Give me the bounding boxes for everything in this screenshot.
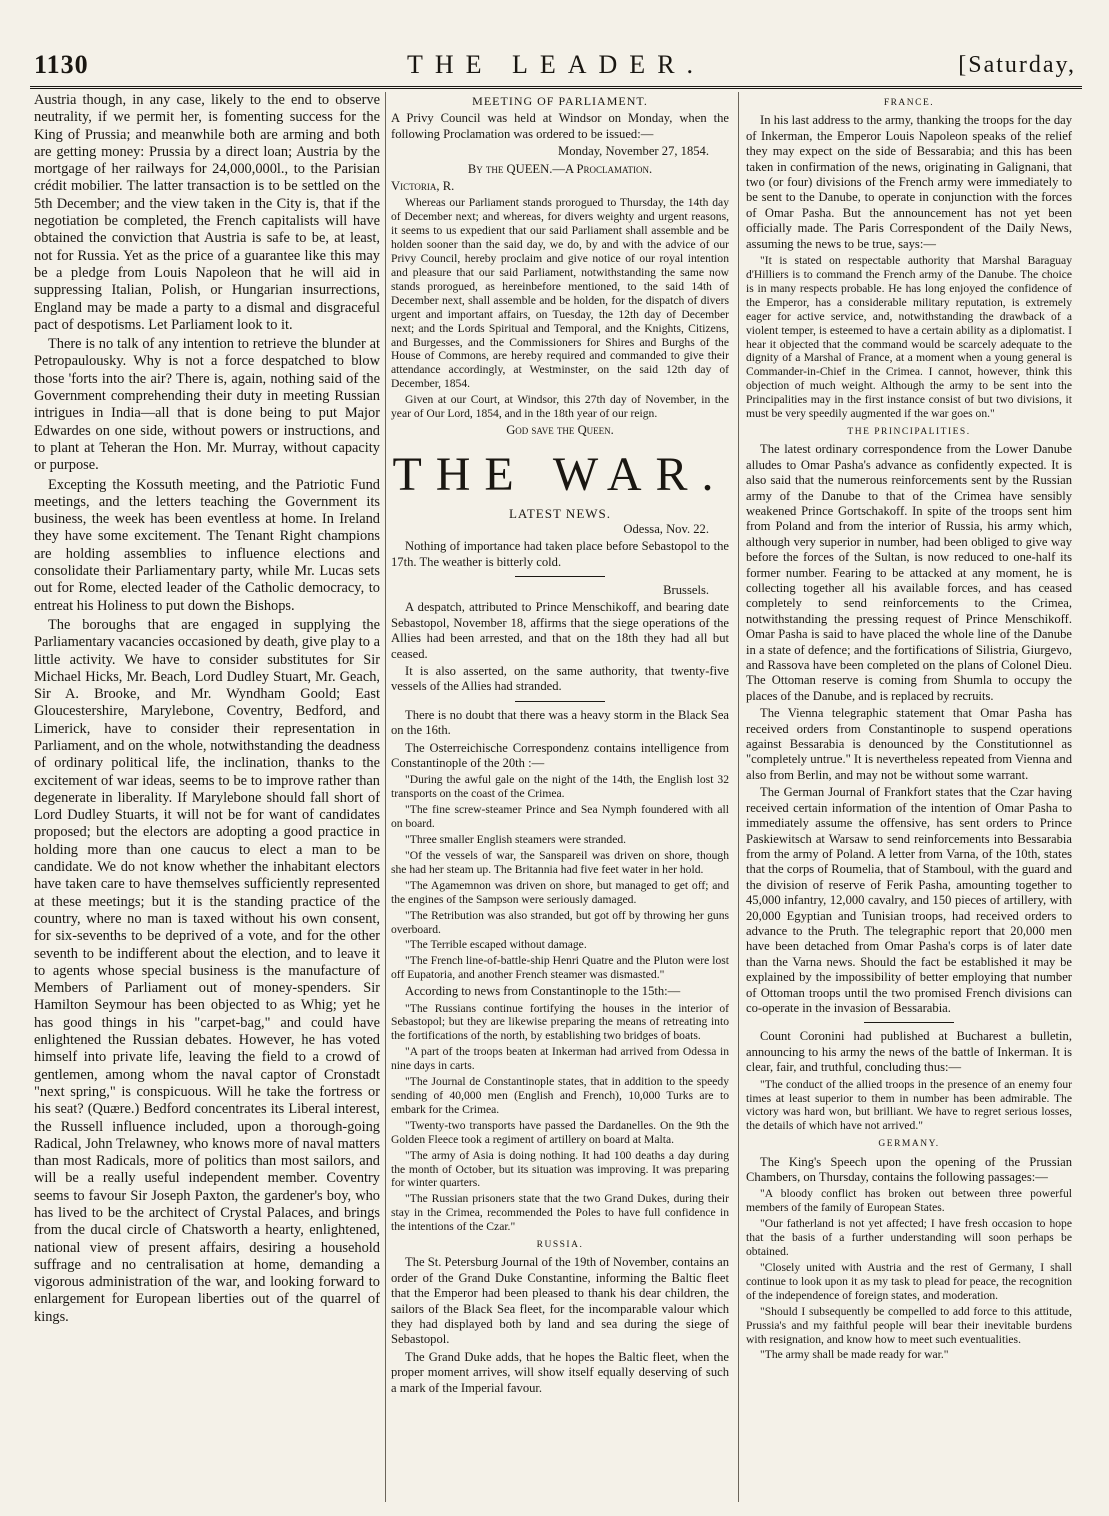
divider xyxy=(864,1022,954,1023)
quote-paragraph: "A bloody conflict has broken out between three powerful members of the family of European States. xyxy=(746,1187,1072,1215)
closing-line: God save the Queen. xyxy=(506,422,614,437)
quote-paragraph: "The Journal de Constantinople states, that in addition to the speedy sending of 40,000 men (English and French), 10,000 Turks are to embark for the Crimea. xyxy=(391,1075,729,1116)
column-right xyxy=(746,92,1072,1502)
section-heading-germany: GERMANY. xyxy=(878,1139,940,1150)
article-paragraph: Austria though, in any case, likely to the end to observe neutrality, if we permit her, is fomenting success for the King of Prussia; and meanwhile both are arming and both are getting money: Prussia by a direct loan; Austria by the mortgage of her railways for 24,000,000l., to the Parisian crédit mobilier. The latter transaction is to be settled on the 5th December; and the view taken in the City is, that if the negotiation be completed, the French capitalists will have obtained the conviction that Austria is safe to be, at least, not for Russia. Yet as the price of a guarantee like this may be a pledge from Louis Napoleon that he will aid in suppressing Italian, Polish, or Hungarian insurrections, England may be made a party to a dismal and disgraceful pact of despotisms. Let Parliament look to it. xyxy=(34,92,380,333)
article-paragraph: Nothing of importance had taken place before Sebastopol to the 17th. The weather is bitterly cold. xyxy=(391,539,729,569)
section-heading-principalities: THE PRINCIPALITIES. xyxy=(847,426,971,437)
quote-paragraph: "The fine screw-steamer Prince and Sea Nymph foundered with all on board. xyxy=(391,803,729,831)
proclamation-heading: By the QUEEN.—A Proclamation. xyxy=(467,161,653,176)
quote-paragraph: "Of the vessels of war, the Sanspareil was driven on shore, though she had her steam up. The Britannia had five feet water in her hold. xyxy=(391,848,729,876)
article-paragraph: The Grand Duke adds, that he hopes the Baltic fleet, when the proper moment arrives, will show itself equally deserving of such a mark of the Imperial favour. xyxy=(391,1349,729,1395)
article-paragraph: The German Journal of Frankfort states that the Czar having received certain information of the intention of Omar Pasha to immediately assume the offensive, has sent orders to Prince Paskiewitsch at Warsaw to send reinforcements into Bessarabia from the army of Poland. A letter from Varna, of the 10th, states that the corps of Roumelia, that of Stamboul, with the guard and the division of reserve of Ferik Pasha, amounting together to 45,000 infantry, 12,000 cavalry, and 150 pieces of artillery, with 20,000 Egyptian and Tunisian troops, had received orders to advance to the Pruth. The telegraphic report that 20,000 men have been detached from Omar Pasha's corps is of later date than the Varna news. Should the fact be established it may be explained by the impossibility of better employing that number of Ottoman troops until the two promised French divisions can co-operate in the invasion of Bessarabia. xyxy=(746,785,1072,1015)
article-paragraph: Count Coronini had published at Bucharest a bulletin, announcing to his army the news of the battle of Inkerman. It is clear, fair, and truthful, concluding thus:— xyxy=(746,1029,1072,1075)
quote-paragraph: "The Terrible escaped without damage. xyxy=(405,938,587,952)
column-rule-right xyxy=(738,92,739,1502)
section-heading-russia: RUSSIA. xyxy=(536,1240,584,1251)
latest-news-heading: LATEST NEWS. xyxy=(508,506,612,522)
quote-paragraph: "Should I subsequently be compelled to add force to this attitude, Prussia's and my faithful people will bear their inevitable burdens with resignation, and know how to meet such eventualities. xyxy=(746,1304,1072,1346)
quote-paragraph: "Twenty-two transports have passed the Dardanelles. On the 9th the Golden Fleece took a regiment of artillery on board at Malta. xyxy=(391,1118,729,1146)
quote-paragraph: "The Agamemnon was driven on shore, but managed to get off; and the engines of the Sampson were seriously damaged. xyxy=(391,878,729,906)
column-left xyxy=(34,92,380,1502)
section-heading-meeting: MEETING OF PARLIAMENT. xyxy=(472,94,648,108)
article-paragraph: There is no talk of any intention to retrieve the blunder at Petropaulousky. Why is not a force despatched to blow those 'forts into the air? There is, again, nothing said of the Government comprehending their duty in meeting Russian intrigues in India—all that is done being to put Major Edwardes on one side, without powers or instructions, and to plant at Teheran the Hon. Mr. Murray, without capacity or purpose. xyxy=(34,336,380,474)
quote-paragraph: "The Retribution was also stranded, but got off by throwing her guns overboard. xyxy=(391,908,729,936)
masthead xyxy=(30,44,1082,89)
signature-line: Victoria, R. xyxy=(391,179,455,194)
dateline: Monday, November 27, 1854. xyxy=(558,144,709,159)
quote-paragraph: "Closely united with Austria and the rest of Germany, I shall continue to look upon it as my task to plead for peace, the recognition of the independence of foreign states, and moderation. xyxy=(746,1260,1072,1302)
quote-paragraph: "The Russians continue fortifying the houses in the interior of Sebastopol; but they are likewise preparing the means of retreating into the fortifications of the north, by establishing two bridges of boats. xyxy=(391,1001,729,1043)
war-title: THE WAR. xyxy=(392,448,728,502)
proclamation-given: Given at our Court, at Windsor, this 27th day of November, in the year of Our Lord, 1854, and in the 18th year of our reign. xyxy=(391,393,729,421)
article-paragraph: In his last address to the army, thanking the troops for the day of Inkerman, the Emperor Louis Napoleon speaks of the relief they may expect on the side of Bessarabia; and this has been taken in confirmation of the news, originating in Galignani, that two (or four) divisions of the French army were immediately to be sent to the Danube, to operate in conjunction with the forces of Omar Pasha. But the announcement has not yet been officially made. The Paris Correspondent of the Daily News, assuming the news to be true, says:— xyxy=(746,113,1072,251)
article-paragraph: The Vienna telegraphic statement that Omar Pasha has received orders from Constantinople to suspend operations against Bessarabia is denounced by the Constitutionnel as "completely untrue." It is nevertheless repeated from Vienna and also from Berlin, and may not be without some warrant. xyxy=(746,706,1072,782)
article-paragraph: The latest ordinary correspondence from the Lower Danube alludes to Omar Pasha's advance as confidently expected. It is also said that the numerous reinforcements sent by the Russian army of the Danube to that of the Crimea have sensibly weakened Prince Gortschakoff. In spite of the troops sent him from Poland and from the interior of Russia, his army which, although very superior in number, had been obliged to give way before the forces of the Sultan, is now reduced to one-half its former number. Fearing to be attacked at any moment, he is collecting together all his available forces, and has ceased completely to send reinforcements to the Crimea, notwithstanding the pressing request of Prince Menschikoff. Omar Pasha is said to have placed the whole line of the Danube in a state of defence; and the fortifications of Silistria, Giurgevo, and Rassova have been completed on the plans of Colonel Dieu. The Ottoman reserve is coming from Shumla to occupy the places of the Danube, and is replaced by recruits. xyxy=(746,442,1072,703)
divider xyxy=(515,576,605,577)
page-number: 1130 xyxy=(34,50,89,79)
quote-paragraph: "Our fatherland is not yet affected; I have fresh occasion to hope that the basis of a further understanding will soon perhaps be obtained. xyxy=(746,1217,1072,1259)
article-paragraph: Excepting the Kossuth meeting, and the Patriotic Fund meetings, and the letters teaching the Government its business, the week has been eventless at home. In Ireland they have some excitement. The Tenant Right champions are holding assemblies to influence elections and consolidate their Parliamentary party, while Mr. Lucas sets out for Rome, elected leader of the Catholic democracy, to entreat his Holiness to put down the Bishops. xyxy=(34,476,380,614)
newspaper-title: THE LEADER. xyxy=(406,50,706,79)
article-paragraph: The Osterreichische Correspondenz contains intelligence from Constantinople of the 20th :— xyxy=(391,740,729,771)
quote-paragraph: "A part of the troops beaten at Inkerman had arrived from Odessa in nine days in carts. xyxy=(391,1045,729,1073)
quote-paragraph: "The Russian prisoners state that the two Grand Dukes, during their stay in the Crimea, recommended the Poles to have full confidence in the intentions of the Czar." xyxy=(391,1192,729,1234)
quote-paragraph: "The army shall be made ready for war." xyxy=(760,1348,949,1362)
quote-paragraph: "The conduct of the allied troops in the presence of an enemy four times at least superior to them in number has been admirable. The victory was hard won, but brilliant. We have to regret serious losses, the details of which have not arrived." xyxy=(746,1077,1072,1133)
article-paragraph: The boroughs that are engaged in supplying the Parliamentary vacancies occasioned by death, give play to a little activity. We have to consider substitutes for Sir Michael Hicks, Mr. Beach, Lord Dudley Stuart, Mr. Geach, Sir A. Brooke, and Mr. Wyndham Goold; East Gloucestershire, Marylebone, Coventry, Bedford, and Limerick, have to consider their representation in Parliament, and on the whole, notwithstanding the deadness of ordinary political life, the inclination, thanks to the excitement of war ideas, seems to be to improve rather than degenerate in liberality. If Marylebone should fall short of Lord Dudley Stuarts, it will not be for want of candidates proposed; but the electors are adopting a good practice in holding more than one caucus to elect a man to be candidate. We do not know whether the inhabitant electors have taken care to have themselves sufficiently represented at these meetings; but it is the standing practice of the country, where no man is taxed without his own consent, for six-sevenths to be deprived of a vote, and for the other seventh to be indifferent about the election, and to leave it to agents whose special business is the manufacture of Members of Parliament out of money-spenders. Sir Hamilton Seymour has been objected to as Whig; yet he has good things in his "carpet-bag," and could have enlightened the Russian debates. However, he has voted himself into private life, leaving the field to a crowd of gentlemen, among whom the naval captor of Cronstadt "next spring," is conspicuous. Will he take the fortress or his seat? (Quære.) Bedford concentrates its Liberal interest, the Russell influence included, upon a thorough-going Radical, John Trelawney, who knows more of naval matters than most Radicals, more of politics than most sailors, and will be a really useful independent member. Coventry seems to favour Sir Joseph Paxton, the gardener's boy, who has lived to be the architect of Crystal Palaces, and brings from the ducal circle of Chatsworth a hearty, enlightened, national view of present affairs, desiring a household suffrage and no centralisation at home, demanding a vigorous administration of the war, and looking forward to enlargement for European liberties out of the quarrel of kings. xyxy=(34,616,380,1325)
article-paragraph: A despatch, attributed to Prince Menschikoff, and bearing date Sebastopol, November 18, affirms that the siege operations of the Allies had been arrested, and that on the 18th they had all but ceased. xyxy=(391,600,729,661)
article-paragraph: It is also asserted, on the same authority, that twenty-five vessels of the Allies had stranded. xyxy=(391,664,729,694)
column-middle xyxy=(391,92,729,1502)
article-paragraph: According to news from Constantinople to the 15th:— xyxy=(405,984,681,999)
article-paragraph: The King's Speech upon the opening of the Prussian Chambers, on Thursday, contains the following passages:— xyxy=(746,1154,1072,1185)
column-rule-left xyxy=(385,92,386,1502)
section-heading-france: FRANCE. xyxy=(883,98,935,108)
article-paragraph: There is no doubt that there was a heavy storm in the Black Sea on the 16th. xyxy=(391,707,729,738)
divider xyxy=(515,701,605,702)
quote-paragraph: "It is stated on respectable authority that Marshal Baraguay d'Hilliers is to command the French army of the Danube. The choice is in many respects probable. He has long enjoyed the confidence of the Emperor, has a considerable military reputation, is extremely eager for active service, and, notwithstanding the drawback of a violent temper, is esteemed to have a certain ability as a diplomatist. I hear it objected that the command would be scarcely adequate to the dignity of a Marshal of France, at a moment when a young general is Commander-in-Chief in the Crimea. I cannot, however, think this objection of much weight. Although the army to be sent into the Principalities may in the first instance consist of but two divisions, it must be very speedily augmented if the war goes on." xyxy=(746,254,1072,421)
quote-paragraph: "The army of Asia is doing nothing. It had 100 deaths a day during the month of October, but its situation was improving. It was preparing for winter quarters. xyxy=(391,1148,729,1190)
quote-paragraph: "The French line-of-battle-ship Henri Quatre and the Pluton were lost off Eupatoria, and another French steamer was dismasted." xyxy=(391,954,729,982)
article-paragraph: The St. Petersburg Journal of the 19th of November, contains an order of the Grand Duke Constantine, informing the Baltic fleet that the Emperor had been pleased to thank his dear children, the sailors of the Black Sea fleet, for the incomparable valour which they had displayed both by land and sea during the siege of Sebastopol. xyxy=(391,1255,729,1347)
proclamation-body: Whereas our Parliament stands prorogued to Thursday, the 14th day of December next; and whereas, for divers weighty and urgent reasons, it seems to us expedient that our said Parliament shall assemble and be holden sooner than the said day, we do, by and with the advice of our Privy Council, hereby proclaim and give notice of our royal intention and pleasure that our said Parliament, notwithstanding the same now stands prorogued, as hereinbefore mentioned, to the said 14th of December next, shall assemble and be holden, for the dispatch of divers urgent and important affairs, on Tuesday, the 12th day of December next; and the Lords Spiritual and Temporal, and the Knights, Citizens, and Burgesses, and the Commissioners for Shires and Burghs of the House of Commons, are hereby required and commanded to give their attendance accordingly, at Westminster, on the said 12th day of December, 1854. xyxy=(391,196,729,391)
dateline: Brussels. xyxy=(663,582,709,597)
quote-paragraph: "During the awful gale on the night of the 14th, the English lost 32 transports on the coast of the Crimea. xyxy=(391,773,729,801)
article-paragraph: A Privy Council was held at Windsor on Monday, when the following Proclamation was ordered to be issued:— xyxy=(391,111,729,141)
quote-paragraph: "Three smaller English steamers were stranded. xyxy=(405,833,627,847)
issue-day: [Saturday, xyxy=(958,52,1076,78)
dateline: Odessa, Nov. 22. xyxy=(623,521,709,536)
